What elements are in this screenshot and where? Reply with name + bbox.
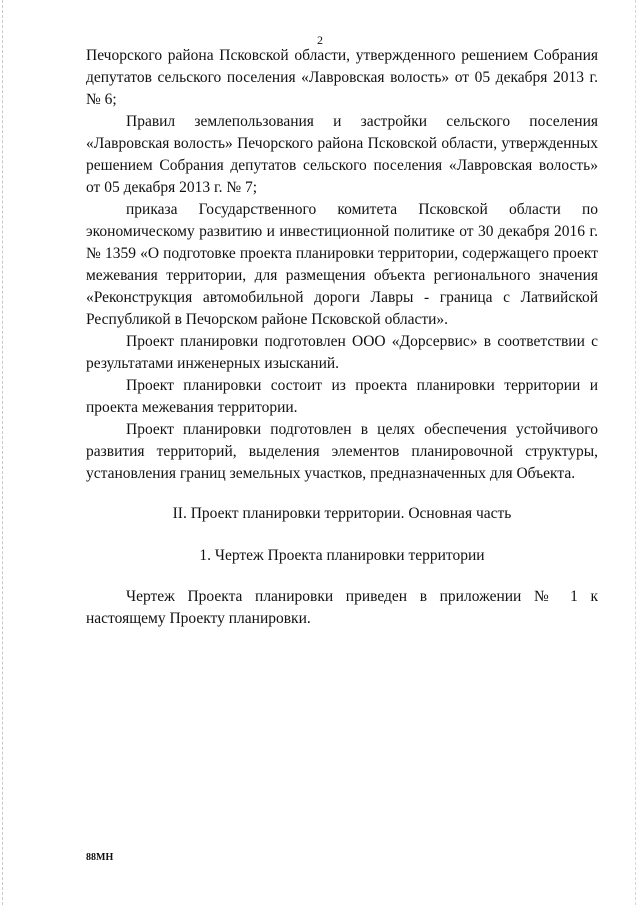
paragraph-composition: Проект планировки состоит из проекта планировки территории и проекта межевания территории. — [86, 377, 598, 416]
document-body — [86, 45, 598, 630]
paragraph-rules: Правил землепользования и застройки сельского поселения «Лавровская волость» Печорского района Псковской области, утвержденных решением Собрания депутатов сельского поселения «Лавровская волость» от 05 декабря 2013 г. № 7; — [86, 113, 598, 196]
paragraph-prepared-by: Проект планировки подготовлен ООО «Дорсервис» в соответствии с результатами инженерных изысканий. — [86, 333, 598, 372]
paragraph-continuation: Печорского района Псковской области, утвержденного решением Собрания депутатов сельского поселения «Лавровская волость» от 05 декабря 2013 г. № 6; — [86, 47, 598, 108]
paragraph-drawing-reference: Чертеж Проекта планировки приведен в приложении № 1 к настоящему Проекту планировки. — [86, 588, 598, 627]
page-number: 2 — [317, 33, 323, 47]
paragraph-purpose: Проект планировки подготовлен в целях обеспечения устойчивого развития территорий, выделения элементов планировочной структуры, установления границ земельных участков, предназначенных для Объекта. — [86, 421, 598, 482]
scan-edge-left — [2, 0, 4, 905]
scan-edge-right — [635, 0, 637, 905]
subsection-heading: 1. Чертеж Проекта планировки территории — [199, 547, 485, 564]
footer-code: 88МН — [86, 852, 114, 863]
paragraph-order: приказа Государственного комитета Псковской области по экономическому развитию и инвестиционной политике от 30 декабря 2016 г. № 1359 «О подготовке проекта планировки территории, содержащего проект межевания территории, для размещения объекта регионального значения «Реконструкция автомобильной дороги Лавры - граница с Латвийской Республикой в Печорском районе Псковской области». — [86, 201, 598, 328]
section-heading: II. Проект планировки территории. Основная часть — [172, 505, 512, 522]
